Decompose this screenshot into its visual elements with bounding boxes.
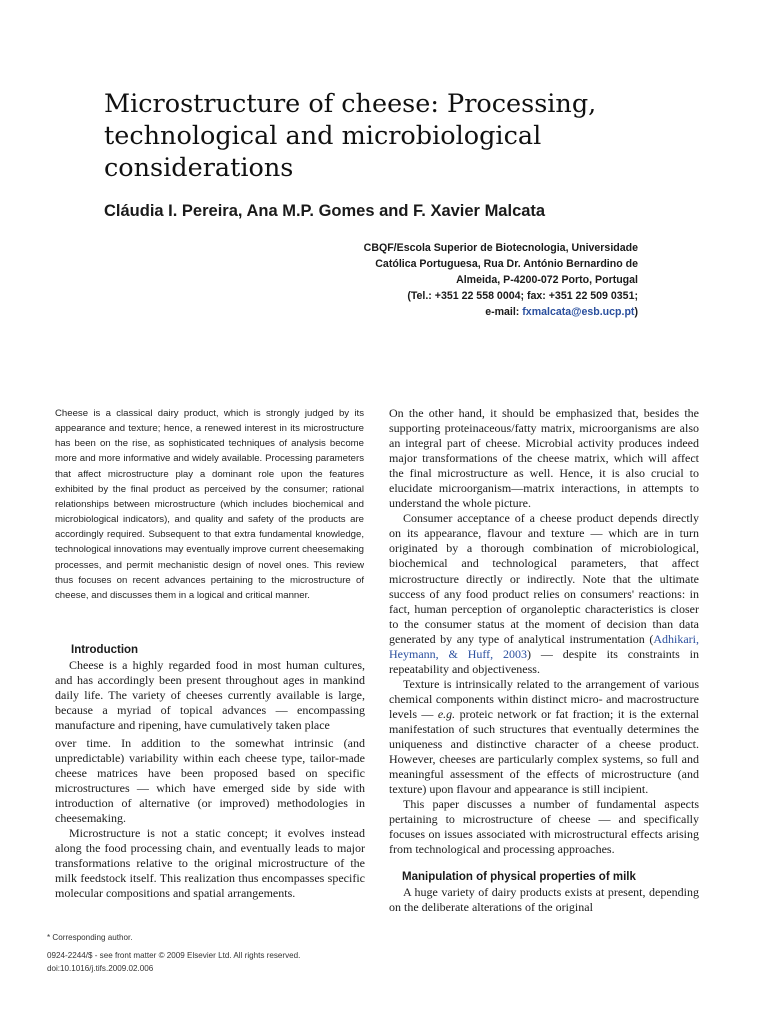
affiliation-line-3: Almeida, P-4200-072 Porto, Portugal [456, 274, 638, 286]
abstract [55, 406, 364, 603]
title-line-1: Microstructure of cheese: Processing, [104, 89, 597, 119]
right-paragraph-5: A huge variety of dairy products exists at present, depending on the deliberate alterations of the original [389, 885, 699, 915]
affiliation-line-4: (Tel.: +351 22 558 0004; fax: +351 22 509 0351; [407, 290, 638, 302]
p2-text-after: ) — despite its constraints in repeatability and objectiveness. [389, 646, 699, 676]
abstract-text: Cheese is a classical dairy product, which is strongly judged by its appearance and texture; hence, a renewed interest in its microstructure has been on the rise, as sophisticated techniques of analysis become more and more informative and widely available. Processing parameters that affect microstructure play a dominant role upon the features exhibited by the final product as perceived by the consumer; rational relationships between microstructure (which includes biochemical and microbiological indicators), and quality and safety of the products are accordingly required. Subsequent to that extra fundamental knowledge, technological innovations may eventually improve current cheesemaking processes, and permit mechanistic design of novel ones. This review thus focuses on recent advances pertaining to the microstructure of cheese, and discusses them in a logical and critical manner. [55, 408, 364, 601]
author-list: Cláudia I. Pereira, Ana M.P. Gomes and F. Xavier Malcata [104, 202, 546, 220]
affiliation-line-1: CBQF/Escola Superior de Biotecnologia, Universidade [363, 242, 638, 254]
intro-heading: Introduction [71, 644, 139, 656]
right-paragraph-2 [389, 511, 699, 677]
p2-text-before: Consumer acceptance of a cheese product depends directly on its appearance, flavour and texture — which are in turn originated by a thorough combination of microbiological, biochemical and technological parameters, that affect microstructure directly or indirectly. Note that the ultimate success of any food product relies on consumers' reactions: in fact, human perception of organoleptic characteristics is closer to the consumer status at the moment of decision than data generated by any type of analytical instrumentation ( [389, 511, 699, 646]
p3-text-before: Texture is intrinsically related to the arrangement of various chemical components within distinct micro- and macrostructure levels — [389, 676, 699, 721]
p3-text-after: proteic network or fat fraction; it is the external manifestation of such structures that eventually determines the uniqueness and distinctive character of a cheese product. However, cheeses are particularly complex systems, so full and meaningful assessment of the effects of microstructure (and texture) upon flavour and appearance is still incipient. [389, 706, 699, 797]
affiliation-email-line [278, 304, 638, 320]
intro-column-lower [55, 736, 365, 902]
intro-text-1a: Cheese is a highly regarded food in most human cultures, and has accordingly been present throughout ages in mankind daily life. The variety of cheeses currently available is large, because a myriad of topical advances — encompassing manufacture and ripening, have cumulatively taken place [55, 658, 365, 733]
email-link[interactable]: fxmalcata@esb.ucp.pt [522, 306, 635, 318]
paper-title [104, 88, 684, 184]
footer-doi: doi:10.1016/j.tifs.2009.02.006 [47, 964, 154, 973]
right-paragraph-4: This paper discusses a number of fundamental aspects pertaining to microstructure of cheese — and specifically focuses on issues associated with microstructural effects arising from technological and processing approaches. [389, 797, 699, 857]
email-label: e-mail: [485, 306, 523, 318]
intro-paragraph-1a [55, 658, 365, 733]
affiliation-line-2: Católica Portuguesa, Rua Dr. António Bernardino de [375, 258, 638, 270]
section-heading: Manipulation of physical properties of milk [402, 871, 636, 883]
right-column-final [389, 885, 699, 915]
right-column-text [389, 406, 699, 857]
p3-eg: e.g. [437, 706, 456, 721]
footer-issn: 0924-2244/$ - see front matter © 2009 Elsevier Ltd. All rights reserved. [47, 951, 301, 960]
affiliation-block [278, 240, 638, 320]
footnote-corresponding: * Corresponding author. [47, 933, 133, 942]
intro-text-2: Microstructure is not a static concept; it evolves instead along the food processing chain, and eventually leads to major transformations relative to the original microstructure of the milk feedstock itself. This realization thus encompasses specific molecular compositions and spatial arrangements. [55, 826, 365, 901]
title-line-2: technological and microbiological [104, 121, 542, 151]
title-line-3: considerations [104, 153, 294, 183]
right-paragraph-3 [389, 677, 699, 797]
email-close: ) [634, 306, 638, 318]
citation-link[interactable]: Adhikari, Heymann, & Huff, 2003 [389, 631, 699, 661]
right-paragraph-1: On the other hand, it should be emphasized that, besides the supporting proteinaceous/fatty matrix, microorganisms are also an integral part of cheese. Microbial activity produces indeed major transformations of the cheese matrix, which will affect the final microstructure as well. Hence, it is also crucial to elucidate microorganism—matrix interactions, in attempts to understand the whole picture. [389, 406, 699, 511]
intro-text-1b: over time. In addition to the somewhat intrinsic (and unpredictable) variability within each cheese type, tailor-made cheese matrices have been proposed based on specific microstructures — which have emerged side by side with introduction of alternative (or improved) methodologies in cheesemaking. [55, 736, 365, 826]
